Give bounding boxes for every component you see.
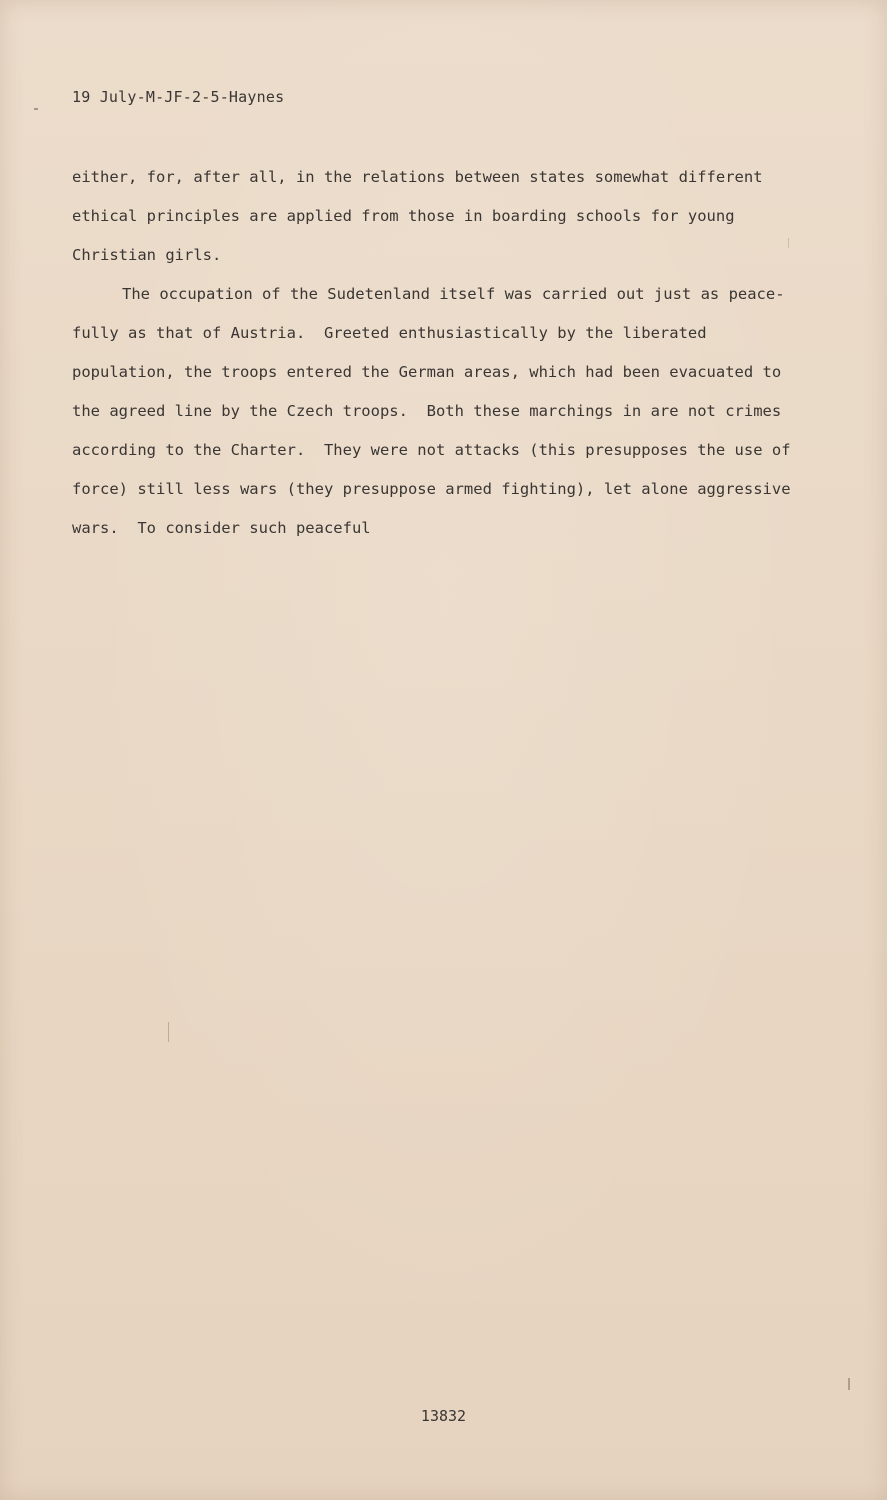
paper-mark <box>788 238 789 248</box>
paper-mark <box>848 1378 850 1390</box>
document-reference-header: 19 July-M-JF-2-5-Haynes <box>72 88 285 106</box>
document-body <box>72 158 832 548</box>
paragraph-1: either, for, after all, in the relations between states somewhat different ethical principles are applied from those in boarding schools for young Christian girls. <box>72 168 763 264</box>
page-number: 13832 <box>420 1407 467 1425</box>
paper-mark <box>34 108 38 110</box>
paper-mark <box>168 1022 169 1042</box>
paragraph-2: The occupation of the Sudetenland itself was carried out just as peace- fully as that of Austria. Greeted enthusiastically by the liberated population, the troops entered the German areas, which had been evacuated to the agreed line by the Czech troops. Both these marchings in are not crimes according to the Charter. They were not attacks (this presupposes the use of force) still less wars (they presuppose armed fighting), let alone aggressive wars. To consider such peaceful <box>72 285 791 537</box>
